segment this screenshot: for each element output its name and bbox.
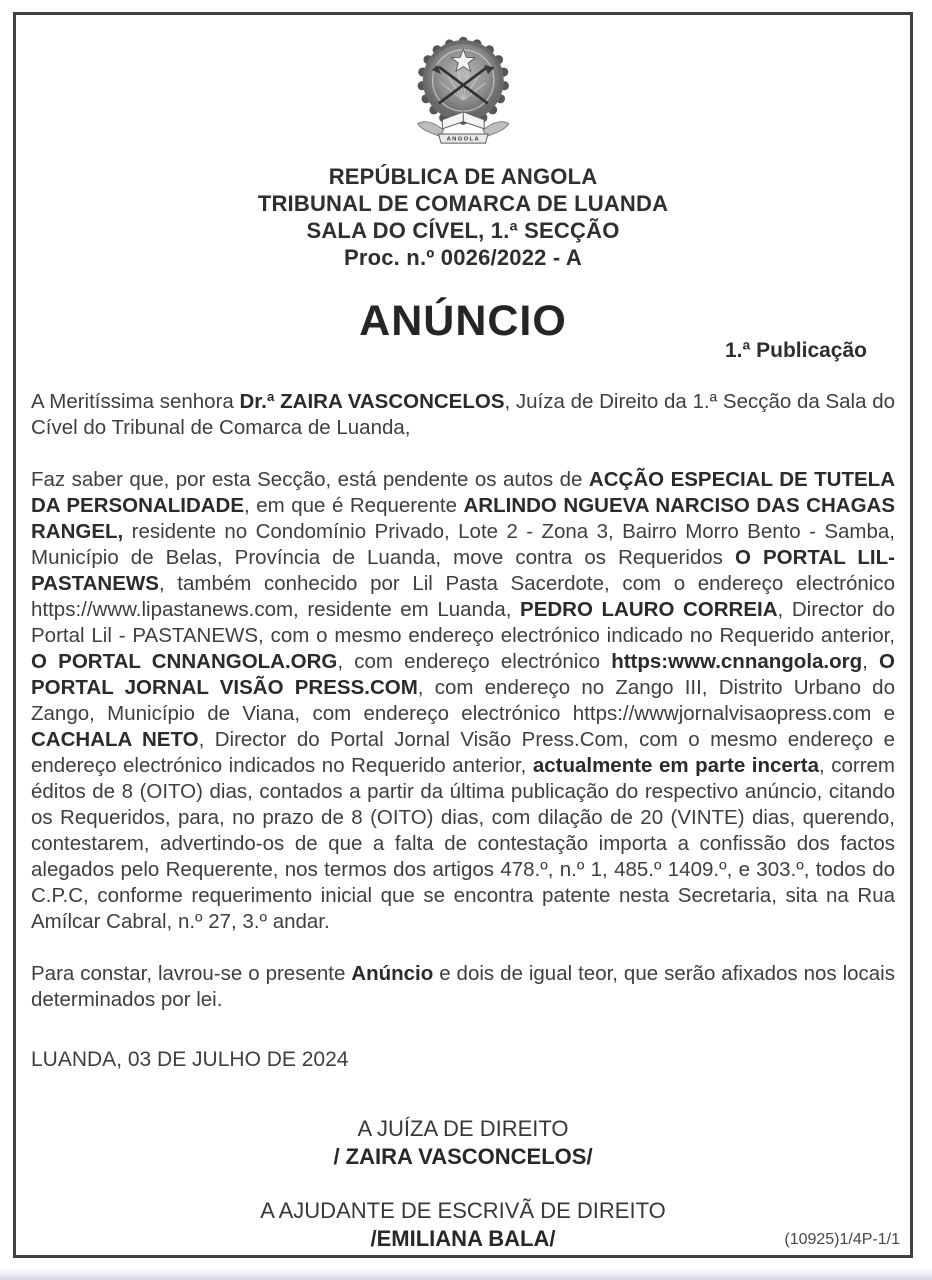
judge-title: A JUÍZA DE DIREITO [357,1116,569,1141]
scan-edge-strip [0,1268,932,1280]
judge-signature-block [31,1115,895,1171]
page-title: ANÚNCIO [359,297,567,345]
title-row [31,297,895,362]
emblem-banner-label: ANGOLA [446,136,480,143]
judge-name: / ZAIRA VASCONCELOS/ [333,1144,593,1169]
notice-content [16,15,910,1255]
header-line-court: TRIBUNAL DE COMARCA DE LUANDA [257,191,669,216]
notice-border-frame [13,12,913,1258]
date-line: LUANDA, 03 DE JULHO DE 2024 [31,1048,349,1071]
publication-reference-code: (10925)1/4P-1/1 [784,1231,900,1248]
court-header [31,163,895,271]
header-line-republic: REPÚBLICA DE ANGOLA [328,164,598,189]
notice-body [31,389,895,1073]
paragraph-closing: Para constar, lavrou-se o presente Anúncio e dois de igual teor, que serão afixados nos locais determinados por lei. [31,962,895,1011]
header-line-case-number: Proc. n.º 0026/2022 - A [343,245,583,270]
clerk-name: /EMILIANA BALA/ [370,1226,556,1251]
publication-number-label: 1.ª Publicação [725,339,867,362]
angola-coat-of-arms-icon [31,27,895,153]
header-line-section: SALA DO CÍVEL, 1.ª SECÇÃO [306,218,620,243]
paragraph-notice-main: Faz saber que, por esta Secção, está pendente os autos de ACÇÃO ESPECIAL DE TUTELA DA PERSONALIDADE, em que é Requerente ARLINDO NGUEVA NARCISO DAS CHAGAS RANGEL, residente no Condomínio Privado, Lote 2 - Zona 3, Bairro Morro Bento - Samba, Município de Belas, Província de Luanda, move contra os Requeridos O PORTAL LIL-PASTANEWS, também conhecido por Lil Pasta Sacerdote, com o endereço electrónico https://www.lipastanews.com, residente em Luanda, PEDRO LAURO CORREIA, Director do Portal Lil - PASTANEWS, com o mesmo endereço electrónico indicado no Requerido anterior, O PORTAL CNNANGOLA.ORG, com endereço electrónico https:www.cnnangola.org, O PORTAL JORNAL VISÃO PRESS.COM, com endereço no Zango III, Distrito Urbano do Zango, Município de Viana, com endereço electrónico https://wwwjornalvisaopress.com e CACHALA NETO, Director do Portal Jornal Visão Press.Com, com o mesmo endereço e endereço electrónico indicados no Requerido anterior, actualmente em parte incerta, correm éditos de 8 (OITO) dias, contados a partir da última publicação do respectivo anúncio, citando os Requeridos, para, no prazo de 8 (OITO) dias, com dilação de 20 (VINTE) dias, querendo, contestarem, advertindo-os de que a falta de contestação importa a confissão dos factos alegados pelo Requerente, nos termos dos artigos 478.º, n.º 1, 485.º 1409.º, e 303.º, todos do C.P.C, conforme requerimento inicial que se encontra patente nesta Secretaria, sita na Rua Amílcar Cabral, n.º 27, 3.º andar. [31,468,896,933]
clerk-title: A AJUDANTE DE ESCRIVÃ DE DIREITO [260,1198,666,1223]
paragraph-judge-intro: A Meritíssima senhora Dr.ª ZAIRA VASCONCELOS, Juíza de Direito da 1.ª Secção da Sala do Cível do Tribunal de Comarca de Luanda, [31,390,895,439]
clerk-signature-block [31,1197,895,1253]
